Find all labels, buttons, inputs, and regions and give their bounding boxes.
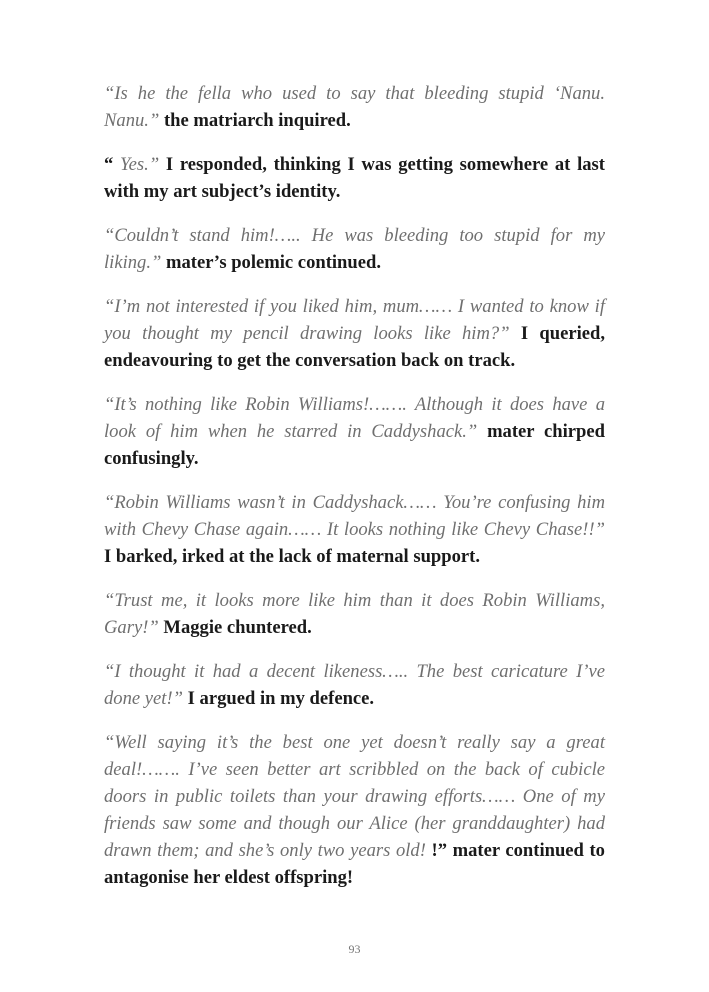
narration: mater chirped confusingly. — [104, 421, 605, 469]
narration: mater’s polemic continued. — [161, 252, 381, 273]
paragraph-8 — [104, 658, 605, 712]
paragraph-5 — [104, 391, 605, 472]
narration: the matriarch inquired. — [159, 110, 351, 131]
paragraph-4 — [104, 293, 605, 374]
book-page-text — [104, 80, 605, 908]
paragraph-2 — [104, 151, 605, 205]
narration: I queried, endeavouring to get the conversation back on track. — [104, 323, 605, 371]
dialogue: “Trust me, it looks more like him than it does Robin Williams, Gary!” — [104, 590, 605, 638]
narration: I responded, thinking I was getting somewhere at last with my art subject’s identity. — [104, 154, 605, 202]
dialogue: “It’s nothing like Robin Williams!……. Although it does have a look of him when he starred in Caddyshack.” — [104, 394, 605, 442]
narration: Maggie chuntered. — [158, 617, 312, 638]
paragraph-9 — [104, 729, 605, 891]
narration: I barked, irked at the lack of maternal support. — [104, 546, 481, 567]
dialogue: Yes.” — [120, 154, 160, 175]
paragraph-3 — [104, 222, 605, 276]
narration: !” mater continued to antagonise her eldest offspring! — [104, 840, 605, 888]
page-number: 93 — [348, 942, 361, 956]
dialogue: “Robin Williams wasn’t in Caddyshack…… You’re confusing him with Chevy Chase again…… It looks nothing like Chevy Chase!!” — [104, 492, 605, 540]
dialogue: “Is he the fella who used to say that bleeding stupid ‘Nanu. Nanu.” — [104, 83, 605, 131]
paragraph-1 — [104, 80, 605, 134]
narration: I argued in my defence. — [183, 688, 375, 709]
dialogue: “I’m not interested if you liked him, mum…… I wanted to know if you thought my pencil drawing looks like him?” — [104, 296, 605, 344]
dialogue: “Well saying it’s the best one yet doesn’t really say a great deal!……. I’ve seen better art scribbled on the back of cubicle doors in public toilets than your drawing efforts…… One of my friends saw some and though our Alice (her granddaughter) had drawn them; and she’s only two years old! — [104, 732, 605, 861]
paragraph-7 — [104, 587, 605, 641]
dialogue: “I thought it had a decent likeness….. The best caricature I’ve done yet!” — [104, 661, 605, 709]
paragraph-6 — [104, 489, 605, 570]
opening-quote: “ — [104, 154, 121, 175]
dialogue: “Couldn’t stand him!….. He was bleeding too stupid for my liking.” — [104, 225, 605, 273]
